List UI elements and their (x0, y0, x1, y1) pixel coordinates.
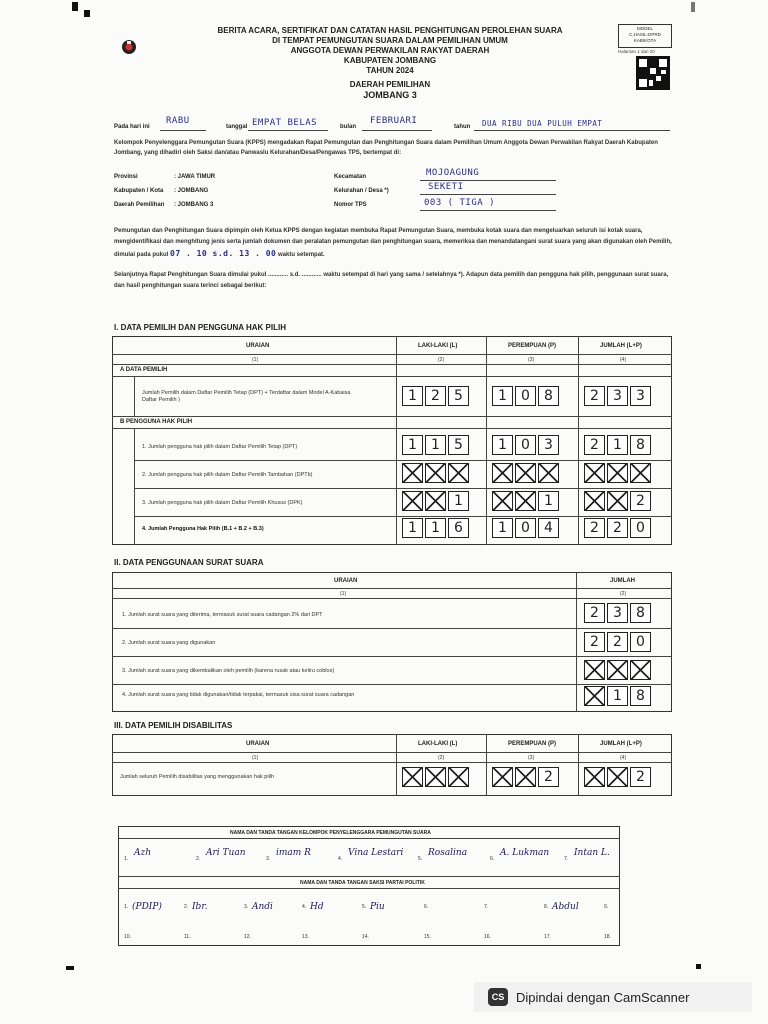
kpps-number: 5. (418, 856, 423, 862)
section2-title: II. DATA PENGGUNAAN SURAT SUARA (114, 558, 264, 567)
saksi-number: 15. (424, 934, 431, 940)
kpps-signature: Vina Lestari (348, 848, 404, 858)
registration-mark (696, 964, 701, 969)
s1-n3: (3) (528, 357, 535, 363)
digit-box: 1 (402, 435, 423, 455)
kpps-signature: Azh (134, 848, 152, 858)
digit-box: 8 (630, 435, 651, 455)
saksi-signature: (PDIP) (132, 902, 162, 912)
s1-n1: (1) (252, 357, 259, 363)
saksi-number: 12. (244, 934, 251, 940)
header-line-1: BERITA ACARA, SERTIFIKAT DAN CATATAN HASIL PENGHITUNGAN PEROLEHAN SUARA (217, 26, 563, 35)
digit-box: 1 (402, 386, 423, 406)
digit-box (448, 767, 469, 787)
body-text-1-content: Pemungutan dan Penghitungan Suara dipimpin oleh Ketua KPPS dengan kegiatan membuka Rapat Pemungutan Suara, membuka kotak suara dan mengeluarkan seluruh isi kotak suara, mengidentifikasi dan menghitung jenis serta jumlah dokumen dan peralatan pemungutan dan penghitungan suara, memeriksa dan menandatangani surat suara yang akan digunakan oleh Pemilih, dimulai pada pukul (114, 228, 672, 258)
kecamatan-value: MOJOAGUNG (426, 168, 480, 178)
digit-box: 0 (515, 386, 536, 406)
s2-col-uraian: URAIAN (334, 578, 358, 584)
digit-box (515, 463, 536, 483)
digit-box: 3 (607, 603, 628, 623)
s2-col-jumlah: JUMLAH (610, 578, 635, 584)
s3-col-jumlah: JUMLAH (L+P) (600, 741, 642, 747)
saksi-number: 17. (544, 934, 551, 940)
digit-box: 5 (448, 386, 469, 406)
s2-r4: 4. Jumlah surat suara yang tidak digunakan/tidak terpakai, termasuk sisa surat suara cadangan (122, 692, 355, 698)
saksi-number: 8. (544, 904, 549, 910)
camscanner-logo-icon: CS (488, 988, 508, 1006)
hari-label: Pada hari ini (114, 124, 150, 130)
digit-box: 6 (448, 518, 469, 538)
s1-b3-col1-boxes (402, 491, 469, 511)
digit-box: 0 (515, 518, 536, 538)
s3-col-perempuan: PEREMPUAN (P) (508, 741, 557, 747)
s3-col2-boxes (492, 767, 559, 787)
s1-b1-col3-boxes (584, 435, 651, 455)
saksi-number: 7. (484, 904, 489, 910)
s3-n2: (2) (438, 755, 445, 761)
s1-b2-col2-boxes (492, 463, 559, 483)
stamp-line-1: MODEL (636, 26, 653, 31)
digit-box: 1 (402, 518, 423, 538)
digit-box: 2 (584, 603, 605, 623)
s3-col1-boxes (402, 767, 469, 787)
s1-col-jumlah: JUMLAH (L+P) (600, 343, 642, 349)
digit-box (402, 491, 423, 511)
saksi-signature: Andi (252, 902, 273, 912)
s3-n1: (1) (252, 755, 259, 761)
s1-a-col3-boxes (584, 386, 651, 406)
qr-code (636, 56, 670, 90)
s3-col-uraian: URAIAN (246, 741, 270, 747)
registration-mark (691, 2, 695, 12)
digit-box (607, 463, 628, 483)
s3-r1: Jumlah seluruh Pemilih disabilitas yang menggunakan hak pilih (120, 774, 275, 780)
dapil-location-label: Daerah Pemilihan (114, 202, 165, 208)
header-line-5: TAHUN 2024 (366, 66, 414, 75)
kpps-number: 3. (266, 856, 271, 862)
tps-label: Nomor TPS (334, 202, 367, 208)
time-start-value: 07 . 10 s.d. 13 . 00 (170, 249, 277, 258)
s3-n3: (3) (528, 755, 535, 761)
s1-b1-col2-boxes (492, 435, 559, 455)
saksi-signature: Piu (370, 902, 385, 912)
digit-box (607, 491, 628, 511)
digit-box: 2 (630, 767, 651, 787)
registration-mark (84, 10, 90, 17)
s1-b-title: B PENGGUNA HAK PILIH (120, 419, 193, 425)
kelurahan-label: Kelurahan / Desa *) (334, 188, 389, 194)
digit-box (492, 767, 513, 787)
digit-box: 1 (492, 435, 513, 455)
digit-box: 4 (538, 518, 559, 538)
provinsi-label: Provinsi (114, 174, 138, 180)
s2-r1: 1. Jumlah surat suara yang diterima, termasuk surat suara cadangan 2% dari DPT (122, 612, 323, 618)
s2-r2-boxes (584, 632, 651, 652)
kpps-number: 2. (196, 856, 201, 862)
model-stamp (618, 24, 672, 48)
s1-col-laki: LAKI-LAKI (L) (418, 343, 458, 349)
digit-box (538, 463, 559, 483)
kabupaten-label: Kabupaten / Kota (114, 188, 164, 194)
saksi-number: 1. (124, 904, 129, 910)
digit-box: 0 (515, 435, 536, 455)
saksi-number: 5. (362, 904, 367, 910)
s1-b3: 3. Jumlah pengguna hak pilih dalam Daftar Pemilih Khusus (DPK) (142, 500, 303, 506)
tanggal-label: tanggal (226, 124, 248, 130)
bulan-label: bulan (340, 124, 356, 130)
body-text-2: Selanjutnya Rapat Penghitungan Suara dimulai pukul ............ s.d. ............ waktu setempat di hari yang sama / setelahnya *). Adapun data pemilih dan pengguna hak pilih, penggunaan surat suara, dan hasil penghitungan suara terinci sebagai berikut: (114, 272, 669, 289)
saksi-signature: Ibr. (192, 902, 208, 912)
digit-box: 2 (630, 491, 651, 511)
digit-box: 2 (584, 435, 605, 455)
digit-box: 1 (448, 491, 469, 511)
digit-box (515, 491, 536, 511)
s2-r2: 2. Jumlah surat suara yang digunakan (122, 640, 216, 646)
digit-box: 8 (630, 603, 651, 623)
page-count: Halaman 1 dari 20 (618, 49, 655, 54)
s1-b4-col2-boxes (492, 518, 559, 538)
saksi-number: 4. (302, 904, 307, 910)
header-line-3: ANGGOTA DEWAN PERWAKILAN RAKYAT DAERAH (290, 46, 490, 55)
digit-box (584, 491, 605, 511)
digit-box: 0 (630, 632, 651, 652)
kpps-signature: Intan L. (574, 848, 610, 858)
kpps-number: 7. (564, 856, 569, 862)
kelurahan-value: SEKETI (428, 182, 464, 192)
digit-box: 5 (448, 435, 469, 455)
hari-value: RABU (166, 116, 190, 126)
header-title (150, 26, 630, 100)
kpps-number: 1. (124, 856, 129, 862)
camscanner-text: Dipindai dengan CamScanner (516, 989, 690, 1005)
kecamatan-label: Kecamatan (334, 174, 367, 180)
section3-title: III. DATA PEMILIH DISABILITAS (114, 721, 233, 730)
digit-box: 1 (492, 518, 513, 538)
digit-box (402, 463, 423, 483)
s1-a-title: A DATA PEMILIH (120, 367, 168, 373)
digit-box: 1 (607, 435, 628, 455)
body-text-1 (114, 226, 676, 261)
tps-value: 003 ( TIGA ) (424, 198, 496, 208)
s2-r1-boxes (584, 603, 651, 623)
digit-box: 1 (425, 518, 446, 538)
digit-box: 2 (607, 518, 628, 538)
saksi-number: 16. (484, 934, 491, 940)
s2-r3-boxes (584, 660, 651, 680)
s1-b4: 4. Jumlah Pengguna Hak Pilih (B.1 + B.2 + B.3) (142, 526, 264, 532)
saksi-signature-title: NAMA DAN TANDA TANGAN SAKSI PARTAI POLITIK (300, 880, 425, 886)
saksi-number: 18. (604, 934, 611, 940)
saksi-number: 3. (244, 904, 249, 910)
digit-box (584, 686, 605, 706)
digit-box: 8 (538, 386, 559, 406)
digit-box: 1 (538, 491, 559, 511)
saksi-number: 13. (302, 934, 309, 940)
digit-box: 2 (584, 632, 605, 652)
s2-r4-boxes (584, 686, 651, 706)
s1-col-uraian: URAIAN (246, 343, 270, 349)
stamp-line-3: KAB/KOTA (633, 38, 657, 43)
s1-a-col2-boxes (492, 386, 559, 406)
digit-box: 2 (425, 386, 446, 406)
saksi-signature: Hd (310, 902, 324, 912)
s1-b1: 1. Jumlah pengguna hak pilih dalam Daftar Pemilih Tetap (DPT) (142, 444, 298, 450)
s2-n1: (1) (340, 591, 347, 597)
dapil-location-value: : JOMBANG 3 (174, 202, 214, 208)
registration-mark (72, 2, 78, 11)
digit-box: 2 (584, 386, 605, 406)
digit-box: 2 (538, 767, 559, 787)
kpps-number: 6. (490, 856, 495, 862)
saksi-number: 11. (184, 934, 191, 940)
digit-box (630, 463, 651, 483)
s1-a-row: Jumlah Pemilih dalam Daftar Pemilih Tetap (DPT) + Terdaftar dalam Model A-Kabaisa Daftar Pemilih ) (142, 390, 351, 403)
tahun-label: tahun (454, 124, 471, 130)
digit-box (630, 660, 651, 680)
digit-box (425, 491, 446, 511)
digit-box (492, 463, 513, 483)
digit-box (584, 463, 605, 483)
header-line-4: KABUPATEN JOMBANG (343, 56, 437, 65)
tanggal-value: EMPAT BELAS (252, 118, 318, 128)
s3-n4: (4) (620, 755, 627, 761)
s1-n2: (2) (438, 357, 445, 363)
digit-box (448, 463, 469, 483)
digit-box: 2 (607, 632, 628, 652)
s3-col3-boxes (584, 767, 651, 787)
digit-box: 0 (630, 518, 651, 538)
digit-box: 1 (425, 435, 446, 455)
kpps-signature-title: NAMA DAN TANDA TANGAN KELOMPOK PENYELENGGARA PEMUNGUTAN SUARA (230, 830, 431, 836)
kpps-signature: A. Lukman (500, 848, 550, 858)
kpps-number: 4. (338, 856, 343, 862)
provinsi-value: : JAWA TIMUR (174, 174, 216, 180)
digit-box: 2 (584, 518, 605, 538)
stamp-line-2: C.HASIL-DPRD (629, 32, 661, 37)
digit-box (492, 491, 513, 511)
registration-mark (66, 966, 74, 970)
digit-box (515, 767, 536, 787)
s1-b3-col2-boxes (492, 491, 559, 511)
digit-box (607, 767, 628, 787)
digit-box: 3 (630, 386, 651, 406)
digit-box: 1 (607, 686, 628, 706)
s1-b2-col3-boxes (584, 463, 651, 483)
dapil-label: DAERAH PEMILIHAN (349, 80, 431, 89)
time-suffix: waktu setempat. (278, 252, 325, 258)
s1-b4-col1-boxes (402, 518, 469, 538)
kabupaten-value: : JOMBANG (174, 188, 209, 194)
s1-a-col1-boxes (402, 386, 469, 406)
saksi-number: 14. (362, 934, 369, 940)
digit-box: 1 (492, 386, 513, 406)
signature-table (118, 826, 620, 946)
s1-b2: 2. Jumlah pengguna hak pilih dalam Daftar Pemilih Tambahan (DPTb) (142, 472, 313, 478)
s2-r3: 3. Jumlah surat suara yang dikembalikan oleh pemilih (karena rusak atau keliru coblos) (122, 668, 335, 674)
intro-text: Kelompok Penyelenggara Pemungutan Suara (KPPS) mengadakan Rapat Pemungutan dan Penghitungan Suara dalam Pemilihan Umum Anggota Dewan Perwakilan Rakyat Daerah Kabupaten Jombang, yang dihadiri oleh Saksi dan/atau Panwaslu Kelurahan/Desa/Pengawas TPS, bertempat di: (114, 140, 658, 156)
camscanner-footer (474, 982, 752, 1012)
tahun-value: DUA RIBU DUA PULUH EMPAT (482, 119, 603, 128)
s2-n2: (2) (620, 591, 627, 597)
kpu-logo (121, 39, 137, 55)
digit-box (584, 767, 605, 787)
s1-b3-col3-boxes (584, 491, 651, 511)
digit-box (584, 660, 605, 680)
section1-title: I. DATA PEMILIH DAN PENGGUNA HAK PILIH (114, 323, 286, 332)
digit-box (425, 463, 446, 483)
digit-box (402, 767, 423, 787)
s1-n4: (4) (620, 357, 627, 363)
s1-col-perempuan: PEREMPUAN (P) (508, 343, 557, 349)
saksi-number: 2. (184, 904, 189, 910)
saksi-number: 10. (124, 934, 131, 940)
digit-box: 8 (630, 686, 651, 706)
digit-box: 3 (538, 435, 559, 455)
dapil-title: JOMBANG 3 (363, 90, 417, 100)
header-line-2: DI TEMPAT PEMUNGUTAN SUARA DALAM PEMILIHAN UMUM (272, 36, 508, 45)
kpps-signature: imam R (276, 848, 311, 858)
kpps-signature: Rosalina (428, 848, 468, 858)
kpps-signature: Ari Tuan (206, 848, 246, 858)
s1-b4-col3-boxes (584, 518, 651, 538)
saksi-number: 6. (424, 904, 429, 910)
digit-box (607, 660, 628, 680)
s1-b1-col1-boxes (402, 435, 469, 455)
s1-b2-col1-boxes (402, 463, 469, 483)
digit-box (425, 767, 446, 787)
bulan-value: FEBRUARI (370, 116, 418, 126)
saksi-signature: Abdul (552, 902, 579, 912)
saksi-number: 9. (604, 904, 609, 910)
digit-box: 3 (607, 386, 628, 406)
s3-col-laki: LAKI-LAKI (L) (418, 741, 458, 747)
